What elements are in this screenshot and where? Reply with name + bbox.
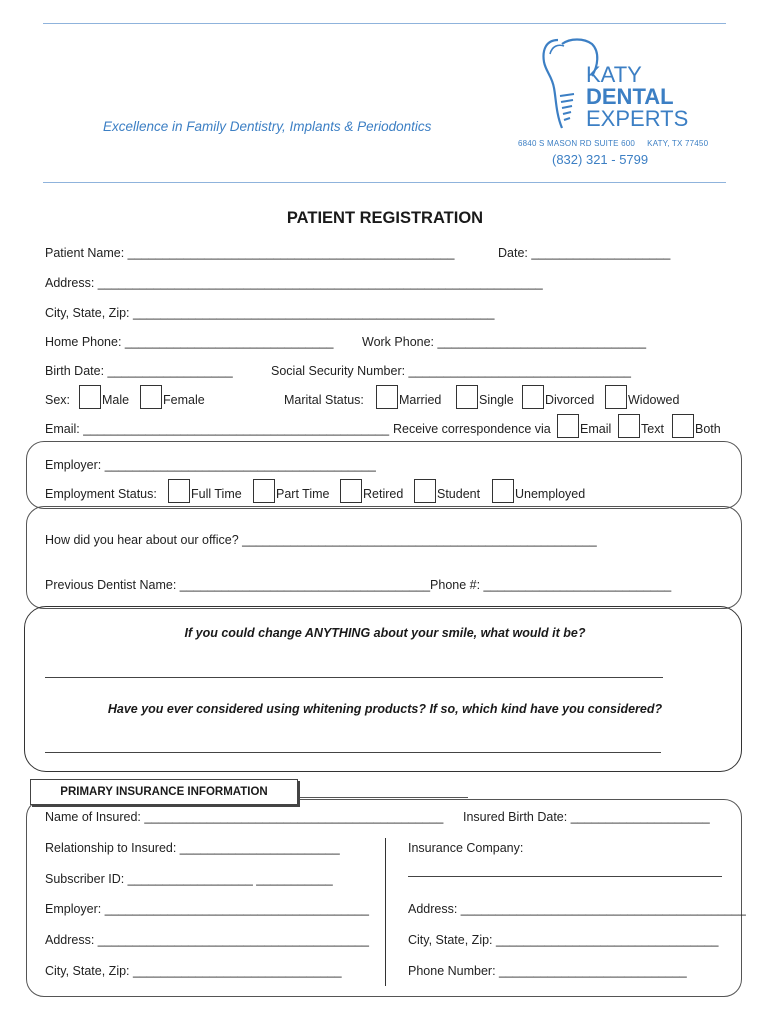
employment-fulltime-label: Full Time [191,487,242,501]
marital-single-label: Single [479,393,514,407]
birth-date-field[interactable]: Birth Date: __________________ [45,364,233,378]
insurance-company-label: Insurance Company: [408,841,524,855]
previous-dentist-field[interactable]: Previous Dentist Name: ____________________________________Phone #: ___________________________ [45,578,672,592]
correspondence-email-label: Email [580,422,612,436]
insurance-company-line[interactable] [408,876,722,877]
whitening-question: Have you ever considered using whitening products? If so, which kind have you considered? [107,702,663,716]
header-top-rule [43,23,726,24]
hear-about-office-field[interactable]: How did you hear about our office? ___________________________________________________ [45,533,597,547]
marital-divorced-label: Divorced [545,393,595,407]
employment-student-checkbox[interactable] [414,479,436,503]
insurance-company-phone-field[interactable]: Phone Number: ___________________________ [408,964,687,978]
sex-female-checkbox[interactable] [140,385,162,409]
patient-name-field[interactable]: Patient Name: _______________________________________________ [45,246,455,260]
employment-retired-label: Retired [363,487,404,501]
sex-label: Sex: [45,393,71,407]
marital-status-label: Marital Status: [284,393,364,407]
employment-unemployed-checkbox[interactable] [492,479,514,503]
employment-parttime-label: Part Time [276,487,330,501]
insured-city-state-zip-field[interactable]: City, State, Zip: ______________________________ [45,964,342,978]
logo-dental: DENTAL [586,84,674,109]
insured-address-field[interactable]: Address: _______________________________________ [45,933,369,947]
insurance-company-address-field[interactable]: Address: _________________________________________ [408,902,746,916]
insured-employer-field[interactable]: Employer: ______________________________________ [45,902,369,916]
marital-single-checkbox[interactable] [456,385,478,409]
employment-unemployed-label: Unemployed [515,487,586,501]
correspondence-text-label: Text [641,422,664,436]
insured-birth-date-field[interactable]: Insured Birth Date: ____________________ [463,810,710,824]
employment-status-label: Employment Status: [45,487,157,501]
correspondence-label: Receive correspondence via [393,422,551,436]
insurance-column-divider [385,838,386,986]
insurance-company-city-state-zip-field[interactable]: City, State, Zip: ________________________________ [408,933,719,947]
name-of-insured-field[interactable]: Name of Insured: ___________________________________________ [45,810,444,824]
employer-field[interactable]: Employer: _______________________________________ [45,458,376,472]
marital-widowed-checkbox[interactable] [605,385,627,409]
practice-address: 6840 S MASON RD SUITE 600 KATY, TX 77450 [518,139,709,148]
marital-married-label: Married [399,393,442,407]
employment-student-label: Student [437,487,481,501]
city-state-zip-field[interactable]: City, State, Zip: ____________________________________________________ [45,306,495,320]
primary-insurance-header: PRIMARY INSURANCE INFORMATION [30,779,298,805]
practice-tagline: Excellence in Family Dentistry, Implants & Periodontics [103,119,432,134]
header-bottom-rule [43,182,726,183]
relationship-to-insured-field[interactable]: Relationship to Insured: _______________________ [45,841,340,855]
work-phone-field[interactable]: Work Phone: ______________________________ [362,335,647,349]
ssn-field[interactable]: Social Security Number: ________________________________ [271,364,632,378]
home-phone-field[interactable]: Home Phone: ______________________________ [45,335,334,349]
whitening-answer-line[interactable] [45,752,661,753]
correspondence-text-checkbox[interactable] [618,414,640,438]
logo-katy: KATY [586,62,642,87]
correspondence-both-checkbox[interactable] [672,414,694,438]
correspondence-email-checkbox[interactable] [557,414,579,438]
smile-change-answer-line[interactable] [45,677,663,678]
insurance-header-rule [298,797,468,798]
correspondence-both-label: Both [695,422,721,436]
marital-divorced-checkbox[interactable] [522,385,544,409]
smile-change-question: If you could change ANYTHING about your smile, what would it be? [184,626,586,640]
address-field[interactable]: Address: ________________________________________________________________ [45,276,543,290]
email-field[interactable]: Email: ____________________________________________ [45,422,390,436]
form-title: PATIENT REGISTRATION [286,209,484,227]
employment-retired-checkbox[interactable] [340,479,362,503]
logo-experts: EXPERTS [586,106,689,131]
sex-male-label: Male [102,393,130,407]
subscriber-id-field[interactable]: Subscriber ID: __________________ ___________ [45,872,333,886]
date-field[interactable]: Date: ____________________ [498,246,671,260]
practice-logo [540,36,700,136]
employment-fulltime-checkbox[interactable] [168,479,190,503]
referral-panel [26,506,742,609]
sex-female-label: Female [163,393,205,407]
sex-male-checkbox[interactable] [79,385,101,409]
marital-widowed-label: Widowed [628,393,680,407]
marital-married-checkbox[interactable] [376,385,398,409]
practice-phone: (832) 321 - 5799 [552,152,649,167]
employment-parttime-checkbox[interactable] [253,479,275,503]
